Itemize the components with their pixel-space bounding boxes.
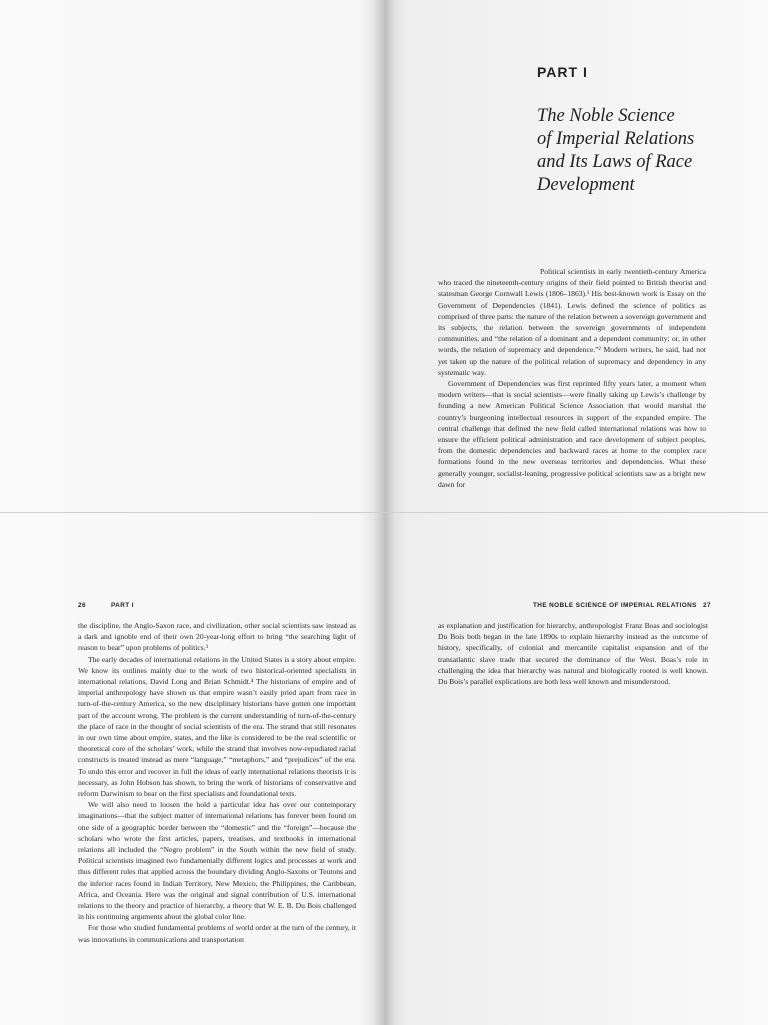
paragraph: Government of Dependencies was first reprinted fifty years later, a moment when modern writers—that is social scientists—were finally taking up Lewis’s challenge by founding a new American Political Science Association that would marshal the country’s burgeoning intellectual resources in support of the expanded empire. The central challenge that defined the new field called international relations was how to ensure the efficient political administration and race development of subject peoples, from the domestic dependencies and backward races at home to the complex race formations found in the new overseas territories and dependencies. What these generally younger, socialist-leaning, progressive political scientists saw as a bright new dawn for bbox=[438, 379, 706, 489]
part-title-line: The Noble Science bbox=[537, 106, 675, 126]
paragraph: We will also need to loosen the hold a particular idea has over our contemporary imaginations—that the subject matter of international relations has forever been found on one side of a geographic border between the “domestic” and the “foreign”—because the scholars who wrote the first articles, papers, treatises, and textbooks in international relations all included the “Negro problem” in the South within the new field of study. Political scientists imagined two fundamentally different logics and processes at work and thus different rules that applied across the boundary dividing Anglo-Saxons or Teutons and the inferior races found in Indian Territory, New Mexico, the Philippines, the Caribbean, Africa, and Oceania. Here was the original and signal contribution of U.S. international relations to the theory and practice of hierarchy, a theory that W. E. B. Du Bois challenged in his continuing arguments about the global color line. bbox=[78, 800, 356, 922]
paragraph: For those who studied fundamental problems of world order at the turn of the century, it was innovations in communications and transportation bbox=[78, 923, 356, 944]
blank-page bbox=[0, 0, 384, 512]
paragraph: Political scientists in early twentieth-century America who traced the nineteenth-century origins of their field pointed to British theorist and statesman George Cornwall Lewis (1806–1863).¹ His best-known work is Essay on the Government of Dependencies (1841). Lewis defined the science of politics as comprised of three parts: the nature of the relation between a sovereign government and its subjects, the relation between the sovereign governments of independent communities, and “the relation of a dominant and a dependent community; or, in other words, the relation of supremacy and dependence.”² Modern writers, he said, had not yet taken up the nature of the political relation of supremacy and dependency in any systematic way. bbox=[438, 267, 706, 377]
part-title-line: of Imperial Relations bbox=[537, 129, 695, 149]
page-26-body bbox=[78, 620, 356, 945]
page-27-body bbox=[438, 620, 708, 687]
part-title bbox=[537, 105, 747, 197]
part-title-line: and Its Laws of Race bbox=[537, 152, 693, 172]
running-head: THE NOBLE SCIENCE OF IMPERIAL RELATIONS bbox=[533, 602, 697, 609]
top-spread bbox=[0, 0, 768, 512]
part-title-line: Development bbox=[537, 175, 635, 195]
running-head: PART I bbox=[111, 602, 134, 609]
paragraph: the discipline, the Anglo-Saxon race, and civilization, other social scientists saw instead as a dark and ignoble end of their own 20-year-long effort to bring “the searching light of reason to bear” upon problems of politics.³ bbox=[78, 621, 356, 653]
book-gutter bbox=[372, 513, 396, 1025]
page-number: 26 bbox=[78, 602, 86, 609]
paragraph: The early decades of international relations in the United States is a story about empire. We know its outlines mainly due to the work of two historical-oriented specialists in international relations, David Long and Brian Schmidt.⁴ The historians of empire and of imperial anthropology have shown us that empire wasn’t easily pried apart from race in turn-of-the-century America, so the new disciplinary historians have gotten one important part of the account wrong. The problem is the current understanding of turn-of-the-century the place of race in the thought of social scientists of the era. The strand that still resonates in our own time about empire, states, and the like is considered to be the real scientific or theoretical core of the scholars’ work, while the strand that involves now-repudiated racial constructs is treated instead as mere “language,” “metaphors,” and “prejudices” of the era. To undo this error and recover in full the ideas of early international relations theorists it is necessary, as John Hobson has shown, to bring the work of historians of conservative and reform Darwinism to bear on the first specialists and foundational texts. bbox=[78, 654, 356, 799]
part-label: PART I bbox=[537, 64, 588, 80]
page-number: 27 bbox=[703, 602, 711, 609]
paragraph: as explanation and justification for hierarchy, anthropologist Franz Boas and sociologist Du Bois both began in the late 1890s to explain hierarchy instead as the outcome of history, specifically, of colonial and mercantile capitalist expansion and of the transatlantic slave trade that secured the dominance of the West. Boas’s role in challenging the idea that hierarchy was natural and biologically rooted is well known. Du Bois’s parallel explications are both less well known and misunderstood. bbox=[438, 621, 708, 687]
page-25 bbox=[384, 0, 768, 512]
page-25-body bbox=[438, 266, 706, 490]
